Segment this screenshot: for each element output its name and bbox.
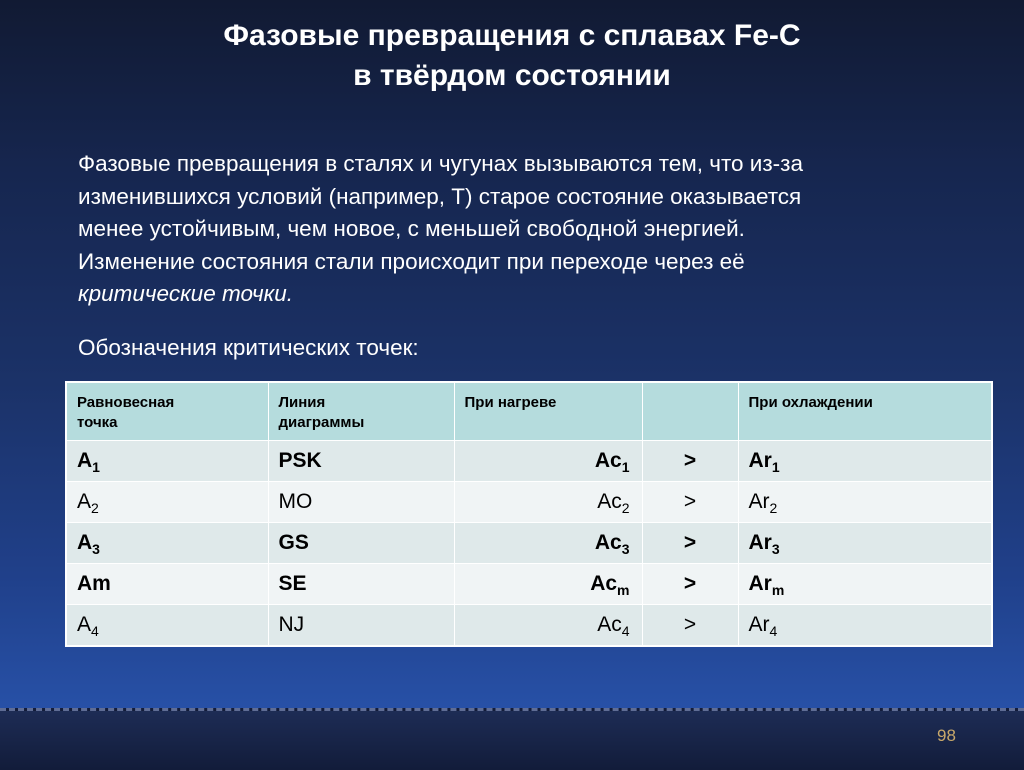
cell-cooling-point: [738, 441, 992, 482]
paragraph-italic-term: критические точки.: [78, 281, 293, 306]
cell-equilibrium-point-text: Am: [77, 572, 111, 595]
header-col2-line1: Линия: [278, 394, 326, 411]
header-col2-line2: диаграммы: [278, 414, 365, 431]
slide-title-line-2: в твёрдом состоянии: [353, 59, 671, 92]
cell-relation-sign: [642, 482, 738, 523]
cell-relation-sign: [642, 605, 738, 647]
header-equilibrium-point: [66, 382, 268, 441]
cell-cooling-point-text: Ar: [748, 531, 772, 554]
cell-heating-point: [454, 605, 642, 647]
cell-relation-sign-text: >: [683, 490, 697, 513]
cell-cooling-point-subscript: 1: [771, 459, 780, 475]
cell-diagram-line-text: PSK: [278, 449, 322, 472]
header-diagram-line: [268, 382, 454, 441]
cell-relation-sign-text: >: [683, 531, 697, 554]
slide-title-line-1: Фазовые превращения с сплавах Fe-C: [223, 19, 801, 52]
cell-equilibrium-point-subscript: 2: [91, 500, 99, 516]
cell-relation-sign-text: >: [683, 449, 697, 472]
footer-band: [0, 708, 1024, 770]
cell-diagram-line-text: NJ: [278, 613, 305, 636]
table-body: [66, 441, 992, 647]
cell-diagram-line: [268, 523, 454, 564]
header-on-heating: При нагреве: [454, 382, 642, 441]
cell-cooling-point-text: Ar: [748, 449, 772, 472]
cell-cooling-point-text: Ar: [748, 613, 770, 636]
table-row: [66, 482, 992, 523]
slide-title: [0, 16, 1024, 96]
cell-diagram-line: [268, 441, 454, 482]
cell-relation-sign: [642, 523, 738, 564]
paragraph-line-3: менее устойчивым, чем новое, с меньшей свободной энергией.: [78, 216, 745, 241]
cell-heating-point: [454, 523, 642, 564]
header-relation: [642, 382, 738, 441]
cell-equilibrium-point-text: A: [77, 449, 93, 472]
cell-heating-point: [454, 482, 642, 523]
cell-heating-point-text: Ac: [597, 490, 622, 513]
cell-heating-point: [454, 441, 642, 482]
cell-cooling-point: [738, 605, 992, 647]
paragraph-line-2: изменившихся условий (например, Т) старое состояние оказывается: [78, 183, 802, 209]
cell-heating-point-subscript: 3: [621, 541, 630, 557]
cell-heating-point-subscript: 1: [621, 459, 630, 475]
table-row: [66, 605, 992, 647]
header-col1-line1: Равновесная: [77, 394, 175, 411]
critical-points-table: [65, 381, 993, 647]
cell-equilibrium-point-text: A: [77, 613, 92, 636]
header-col1-line2: точка: [77, 414, 118, 431]
cell-diagram-line: [268, 605, 454, 647]
header-on-cooling: При охлаждении: [738, 382, 992, 441]
cell-heating-point-text: Ac: [594, 531, 622, 554]
cell-cooling-point: [738, 482, 992, 523]
cell-equilibrium-point: [66, 482, 268, 523]
cell-diagram-line-text: SE: [278, 572, 307, 595]
cell-heating-point-text: Ac: [594, 449, 622, 472]
cell-equilibrium-point: [66, 605, 268, 647]
cell-cooling-point-text: Ar: [748, 572, 772, 595]
cell-heating-point: [454, 564, 642, 605]
cell-relation-sign: [642, 564, 738, 605]
cell-diagram-line-text: MO: [278, 490, 313, 513]
cell-cooling-point-subscript: 4: [769, 623, 778, 639]
cell-cooling-point-subscript: 3: [771, 541, 780, 557]
cell-heating-point-text: Ac: [597, 613, 622, 636]
page-number: 98: [937, 726, 956, 745]
cell-equilibrium-point: [66, 441, 268, 482]
cell-diagram-line: [268, 564, 454, 605]
cell-equilibrium-point-subscript: 1: [92, 459, 100, 475]
cell-heating-point-subscript: 2: [621, 500, 630, 516]
cell-relation-sign: [642, 441, 738, 482]
cell-cooling-point: [738, 564, 992, 605]
cell-heating-point-subscript: 4: [621, 623, 630, 639]
cell-equilibrium-point: [66, 564, 268, 605]
cell-equilibrium-point: [66, 523, 268, 564]
paragraph-line-1: Фазовые превращения в сталях и чугунах вызываются тем, что из-за: [78, 151, 803, 176]
cell-diagram-line-text: GS: [278, 531, 309, 554]
cell-equilibrium-point-text: A: [77, 531, 93, 554]
critical-points-heading: Обозначения критических точек:: [78, 335, 419, 360]
cell-relation-sign-text: >: [683, 613, 697, 636]
cell-cooling-point-text: Ar: [748, 490, 770, 513]
paragraph-line-4: Изменение состояния стали происходит при переходе через её: [78, 248, 745, 274]
table-row: [66, 523, 992, 564]
cell-equilibrium-point-subscript: 4: [91, 623, 99, 639]
table-header-row: [66, 382, 992, 441]
slide-paragraph: [78, 148, 958, 311]
cell-heating-point-subscript: m: [617, 582, 630, 598]
cell-cooling-point: [738, 523, 992, 564]
cell-cooling-point-subscript: m: [771, 582, 785, 598]
cell-heating-point-text: Ac: [590, 572, 618, 595]
cell-relation-sign-text: >: [683, 572, 697, 595]
cell-equilibrium-point-subscript: 3: [92, 541, 100, 557]
cell-equilibrium-point-text: A: [77, 490, 92, 513]
cell-diagram-line: [268, 482, 454, 523]
table-row: [66, 441, 992, 482]
cell-cooling-point-subscript: 2: [769, 500, 778, 516]
table-row: [66, 564, 992, 605]
